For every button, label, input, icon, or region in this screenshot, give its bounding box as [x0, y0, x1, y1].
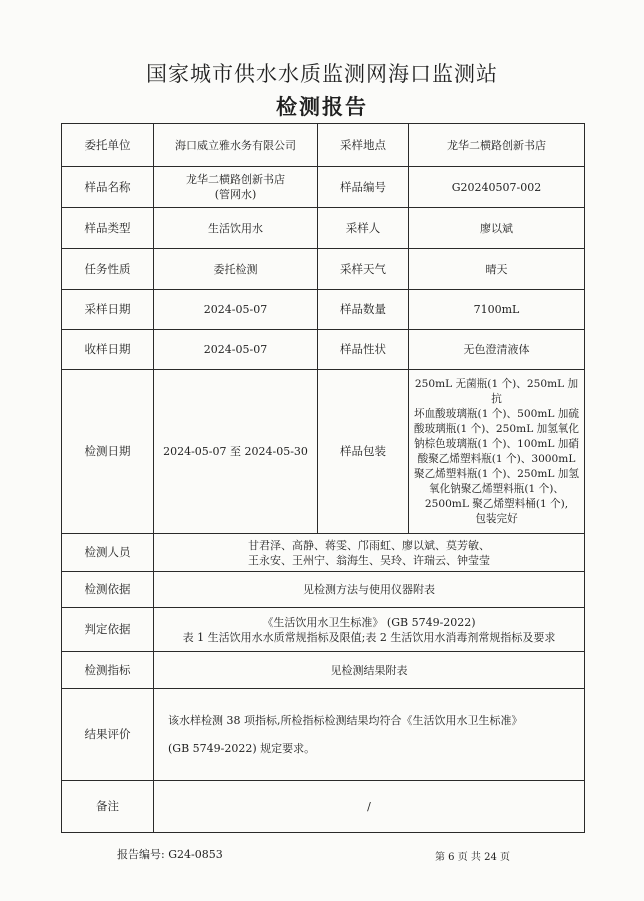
sample-id-value: G20240507-002	[409, 167, 585, 208]
result-value: 该水样检测 38 项指标,所检指标检测结果均符合《生活饮用水卫生标准》 (GB 5749-2022) 规定要求。	[154, 689, 585, 781]
result-label: 结果评价	[62, 689, 154, 781]
remarks-label: 备注	[62, 781, 154, 833]
sampling-site-label: 采样地点	[318, 124, 409, 167]
report-number: 报告编号: G24-0853	[117, 848, 223, 861]
judgment-basis-value: 《生活饮用水卫生标准》 (GB 5749-2022) 表 1 生活饮用水水质常规指标及限值;表 2 生活饮用水消毒剂常规指标及要求	[154, 608, 585, 652]
task-nature-value: 委托检测	[154, 249, 318, 290]
sample-type-label: 样品类型	[62, 208, 154, 249]
sampler-value: 廖以斌	[409, 208, 585, 249]
receiving-date-value: 2024-05-07	[154, 330, 318, 370]
sample-state-label: 样品性状	[318, 330, 409, 370]
table-row	[62, 249, 585, 290]
report-info-table	[61, 123, 585, 833]
receiving-date-label: 收样日期	[62, 330, 154, 370]
page-number: 第 6 页 共 24 页	[435, 852, 510, 863]
table-row	[62, 370, 585, 534]
sampler-label: 采样人	[318, 208, 409, 249]
testers-label: 检测人员	[62, 534, 154, 572]
test-basis-label: 检测依据	[62, 572, 154, 608]
sample-name-value: 龙华二横路创新书店 (管网水)	[154, 167, 318, 208]
test-date-label: 检测日期	[62, 370, 154, 534]
table-row	[62, 208, 585, 249]
report-org-title: 国家城市供水水质监测网海口监测站	[146, 62, 498, 86]
table-row	[62, 781, 585, 833]
judgment-basis-label: 判定依据	[62, 608, 154, 652]
sample-quantity-label: 样品数量	[318, 290, 409, 330]
test-items-value: 见检测结果附表	[154, 652, 585, 689]
test-date-value: 2024-05-07 至 2024-05-30	[154, 370, 318, 534]
weather-label: 采样天气	[318, 249, 409, 290]
table-row	[62, 652, 585, 689]
report-title: 检测报告	[276, 94, 368, 119]
sampling-site-value: 龙华二横路创新书店	[409, 124, 585, 167]
client-label: 委托单位	[62, 124, 154, 167]
table-row	[62, 290, 585, 330]
task-nature-label: 任务性质	[62, 249, 154, 290]
client-value: 海口威立雅水务有限公司	[154, 124, 318, 167]
table-row	[62, 534, 585, 572]
sample-id-label: 样品编号	[318, 167, 409, 208]
table-row	[62, 167, 585, 208]
table-row	[62, 608, 585, 652]
test-items-label: 检测指标	[62, 652, 154, 689]
weather-value: 晴天	[409, 249, 585, 290]
sample-name-label: 样品名称	[62, 167, 154, 208]
packaging-value: 250mL 无菌瓶(1 个)、250mL 加抗 坏血酸玻璃瓶(1 个)、500mL 加硫 酸玻璃瓶(1 个)、250mL 加氢氧化 钠棕色玻璃瓶(1 个)、100mL 加硝 酸聚乙烯塑料瓶(1 个)、3000mL 聚乙烯塑料瓶(1 个)、250mL 加氢 氧化钠聚乙烯塑料瓶(1 个)、 2500mL 聚乙烯塑料桶(1 个), 包装完好	[409, 370, 585, 534]
table-row	[62, 689, 585, 781]
sampling-date-label: 采样日期	[62, 290, 154, 330]
sample-type-value: 生活饮用水	[154, 208, 318, 249]
testers-value: 甘君泽、高静、蒋雯、邝雨虹、廖以斌、莫芳敏、 王永安、王州宁、翁海生、吴玲、许瑞云、钟莹莹	[154, 534, 585, 572]
sample-state-value: 无色澄清液体	[409, 330, 585, 370]
sample-quantity-value: 7100mL	[409, 290, 585, 330]
remarks-value: /	[154, 781, 585, 833]
test-basis-value: 见检测方法与使用仪器附表	[154, 572, 585, 608]
packaging-label: 样品包装	[318, 370, 409, 534]
table-row	[62, 330, 585, 370]
sampling-date-value: 2024-05-07	[154, 290, 318, 330]
table-row	[62, 124, 585, 167]
table-row	[62, 572, 585, 608]
